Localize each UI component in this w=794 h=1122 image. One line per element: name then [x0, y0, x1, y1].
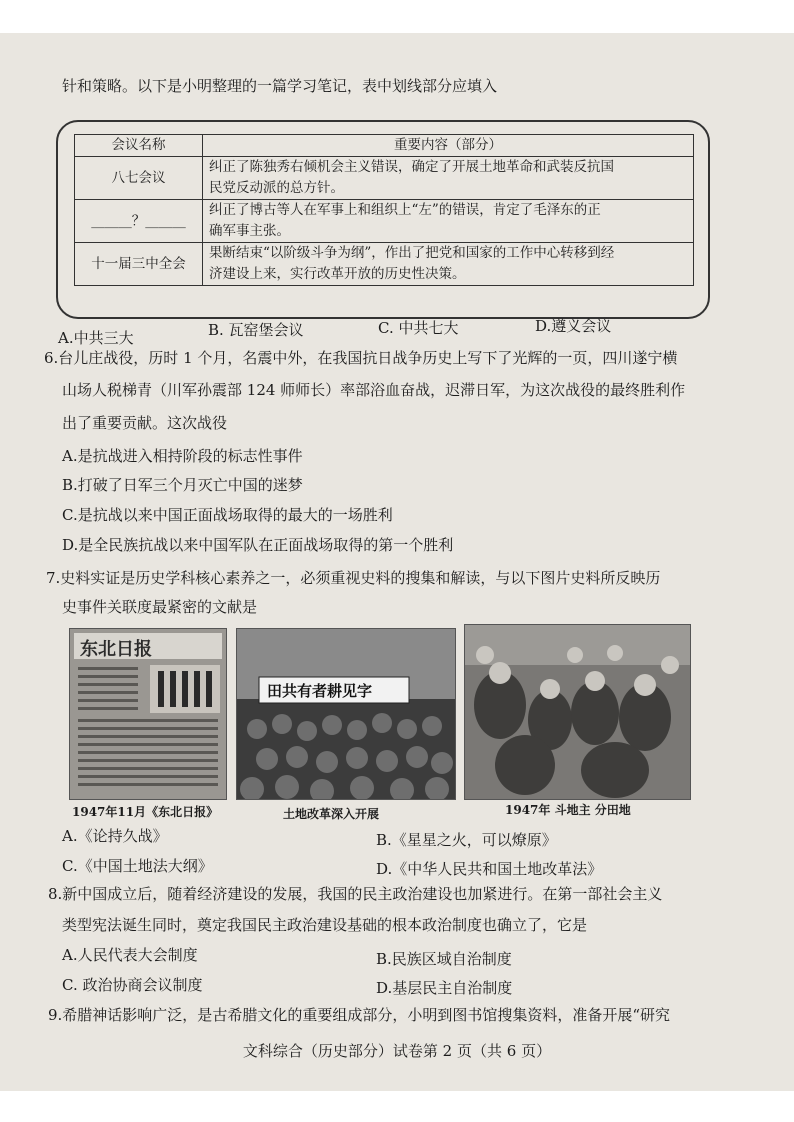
q8-option-a: A.人民代表大会制度 — [62, 946, 198, 964]
q7-option-d: D.《中华人民共和国土地改革法》 — [376, 860, 603, 878]
q5-option-d: D.遵义会议 — [535, 317, 612, 335]
peasants-photo — [464, 624, 691, 800]
crowd-illustration — [237, 629, 455, 799]
intro-line: 针和策略。以下是小明整理的一篇学习笔记，表中划线部分应填入 — [62, 77, 498, 95]
q5-option-c: C. 中共七大 — [378, 319, 459, 337]
q6-option-c: C.是抗战以来中国正面战场取得的最大的一场胜利 — [62, 506, 393, 524]
photo-caption-2: 土地改革深入开展 — [283, 807, 380, 821]
table-row — [75, 200, 694, 243]
meeting-content — [203, 243, 694, 286]
q5-option-a: A.中共三大 — [58, 329, 134, 347]
content-line: 民党反动派的总方针。 — [209, 180, 344, 196]
q7-option-b: B.《星星之火，可以燎原》 — [376, 831, 557, 849]
q6-option-d: D.是全民族抗战以来中国军队在正面战场取得的第一个胜利 — [62, 536, 454, 554]
photo-caption-1: 1947年11月《东北日报》 — [72, 805, 219, 819]
q8-line: 类型宪法诞生同时，奠定我国民主政治建设基础的根本政治制度也确立了，它是 — [62, 916, 588, 934]
q5-option-b: B. 瓦窑堡会议 — [208, 321, 304, 339]
table-header-name: 会议名称 — [75, 135, 203, 157]
meeting-name-blank: ______？______ — [75, 200, 203, 243]
newspaper-photo — [69, 628, 227, 800]
q7-option-c: C.《中国土地法大纲》 — [62, 857, 213, 875]
meeting-content — [203, 157, 694, 200]
content-line: 济建设上来，实行改革开放的历史性决策。 — [209, 266, 466, 282]
meeting-content — [203, 200, 694, 243]
notes-table — [74, 134, 694, 286]
q6-line: 山场人税梯青（川军孙震部 124 师师长）率部浴血奋战，迟滞日军，为这次战役的最终胜利作 — [62, 381, 686, 399]
meeting-name: 八七会议 — [75, 157, 203, 200]
q6-line: 6.台儿庄战役，历时 1 个月，名震中外，在我国抗日战争历史上写下了光辉的一页，四川遂宁横 — [44, 349, 678, 367]
q8-option-d: D.基层民主自治制度 — [376, 979, 513, 997]
q6-line: 出了重要贡献。这次战役 — [62, 414, 228, 432]
banner-text: 田共有者耕见字 — [267, 682, 373, 700]
peasants-illustration — [465, 625, 690, 799]
blank-mark: ？ — [131, 212, 146, 229]
newspaper-masthead: 东北日报 — [80, 639, 152, 660]
q8-line: 8.新中国成立后，随着经济建设的发展，我国的民主政治建设也加紧进行。在第一部社会主义 — [48, 885, 663, 903]
q6-option-a: A.是抗战进入相持阶段的标志性事件 — [62, 447, 303, 465]
q8-option-b: B.民族区域自治制度 — [376, 950, 512, 968]
photo-caption-3: 1947年 斗地主 分田地 — [505, 803, 631, 817]
q6-option-b: B.打破了日军三个月灭亡中国的迷梦 — [62, 476, 303, 494]
meeting-name: 十一届三中全会 — [75, 243, 203, 286]
page-footer: 文科综合（历史部分）试卷第 2 页（共 6 页） — [242, 1042, 552, 1060]
content-line: 纠正了陈独秀右倾机会主义错误，确定了开展土地革命和武装反抗国 — [209, 159, 614, 175]
q7-option-a: A.《论持久战》 — [62, 827, 168, 845]
q7-line: 史事件关联度最紧密的文献是 — [62, 598, 258, 616]
q8-option-c: C. 政治协商会议制度 — [62, 976, 203, 994]
content-line: 纠正了博古等人在军事上和组织上“左”的错误，肯定了毛泽东的正 — [209, 202, 601, 218]
content-line: 果断结束“以阶级斗争为纲”，作出了把党和国家的工作中心转移到经 — [209, 245, 615, 261]
content-line: 确军事主张。 — [209, 223, 290, 239]
crowd-photo — [236, 628, 456, 800]
table-row — [75, 157, 694, 200]
q7-line: 7.史料实证是历史学科核心素养之一，必须重视史料的搜集和解读，与以下图片史料所反映历 — [46, 569, 661, 587]
table-row — [75, 243, 694, 286]
table-header-content: 重要内容（部分） — [203, 135, 694, 157]
q9-line: 9.希腊神话影响广泛，是古希腊文化的重要组成部分，小明到图书馆搜集资料，准备开展“研究 — [48, 1006, 670, 1024]
